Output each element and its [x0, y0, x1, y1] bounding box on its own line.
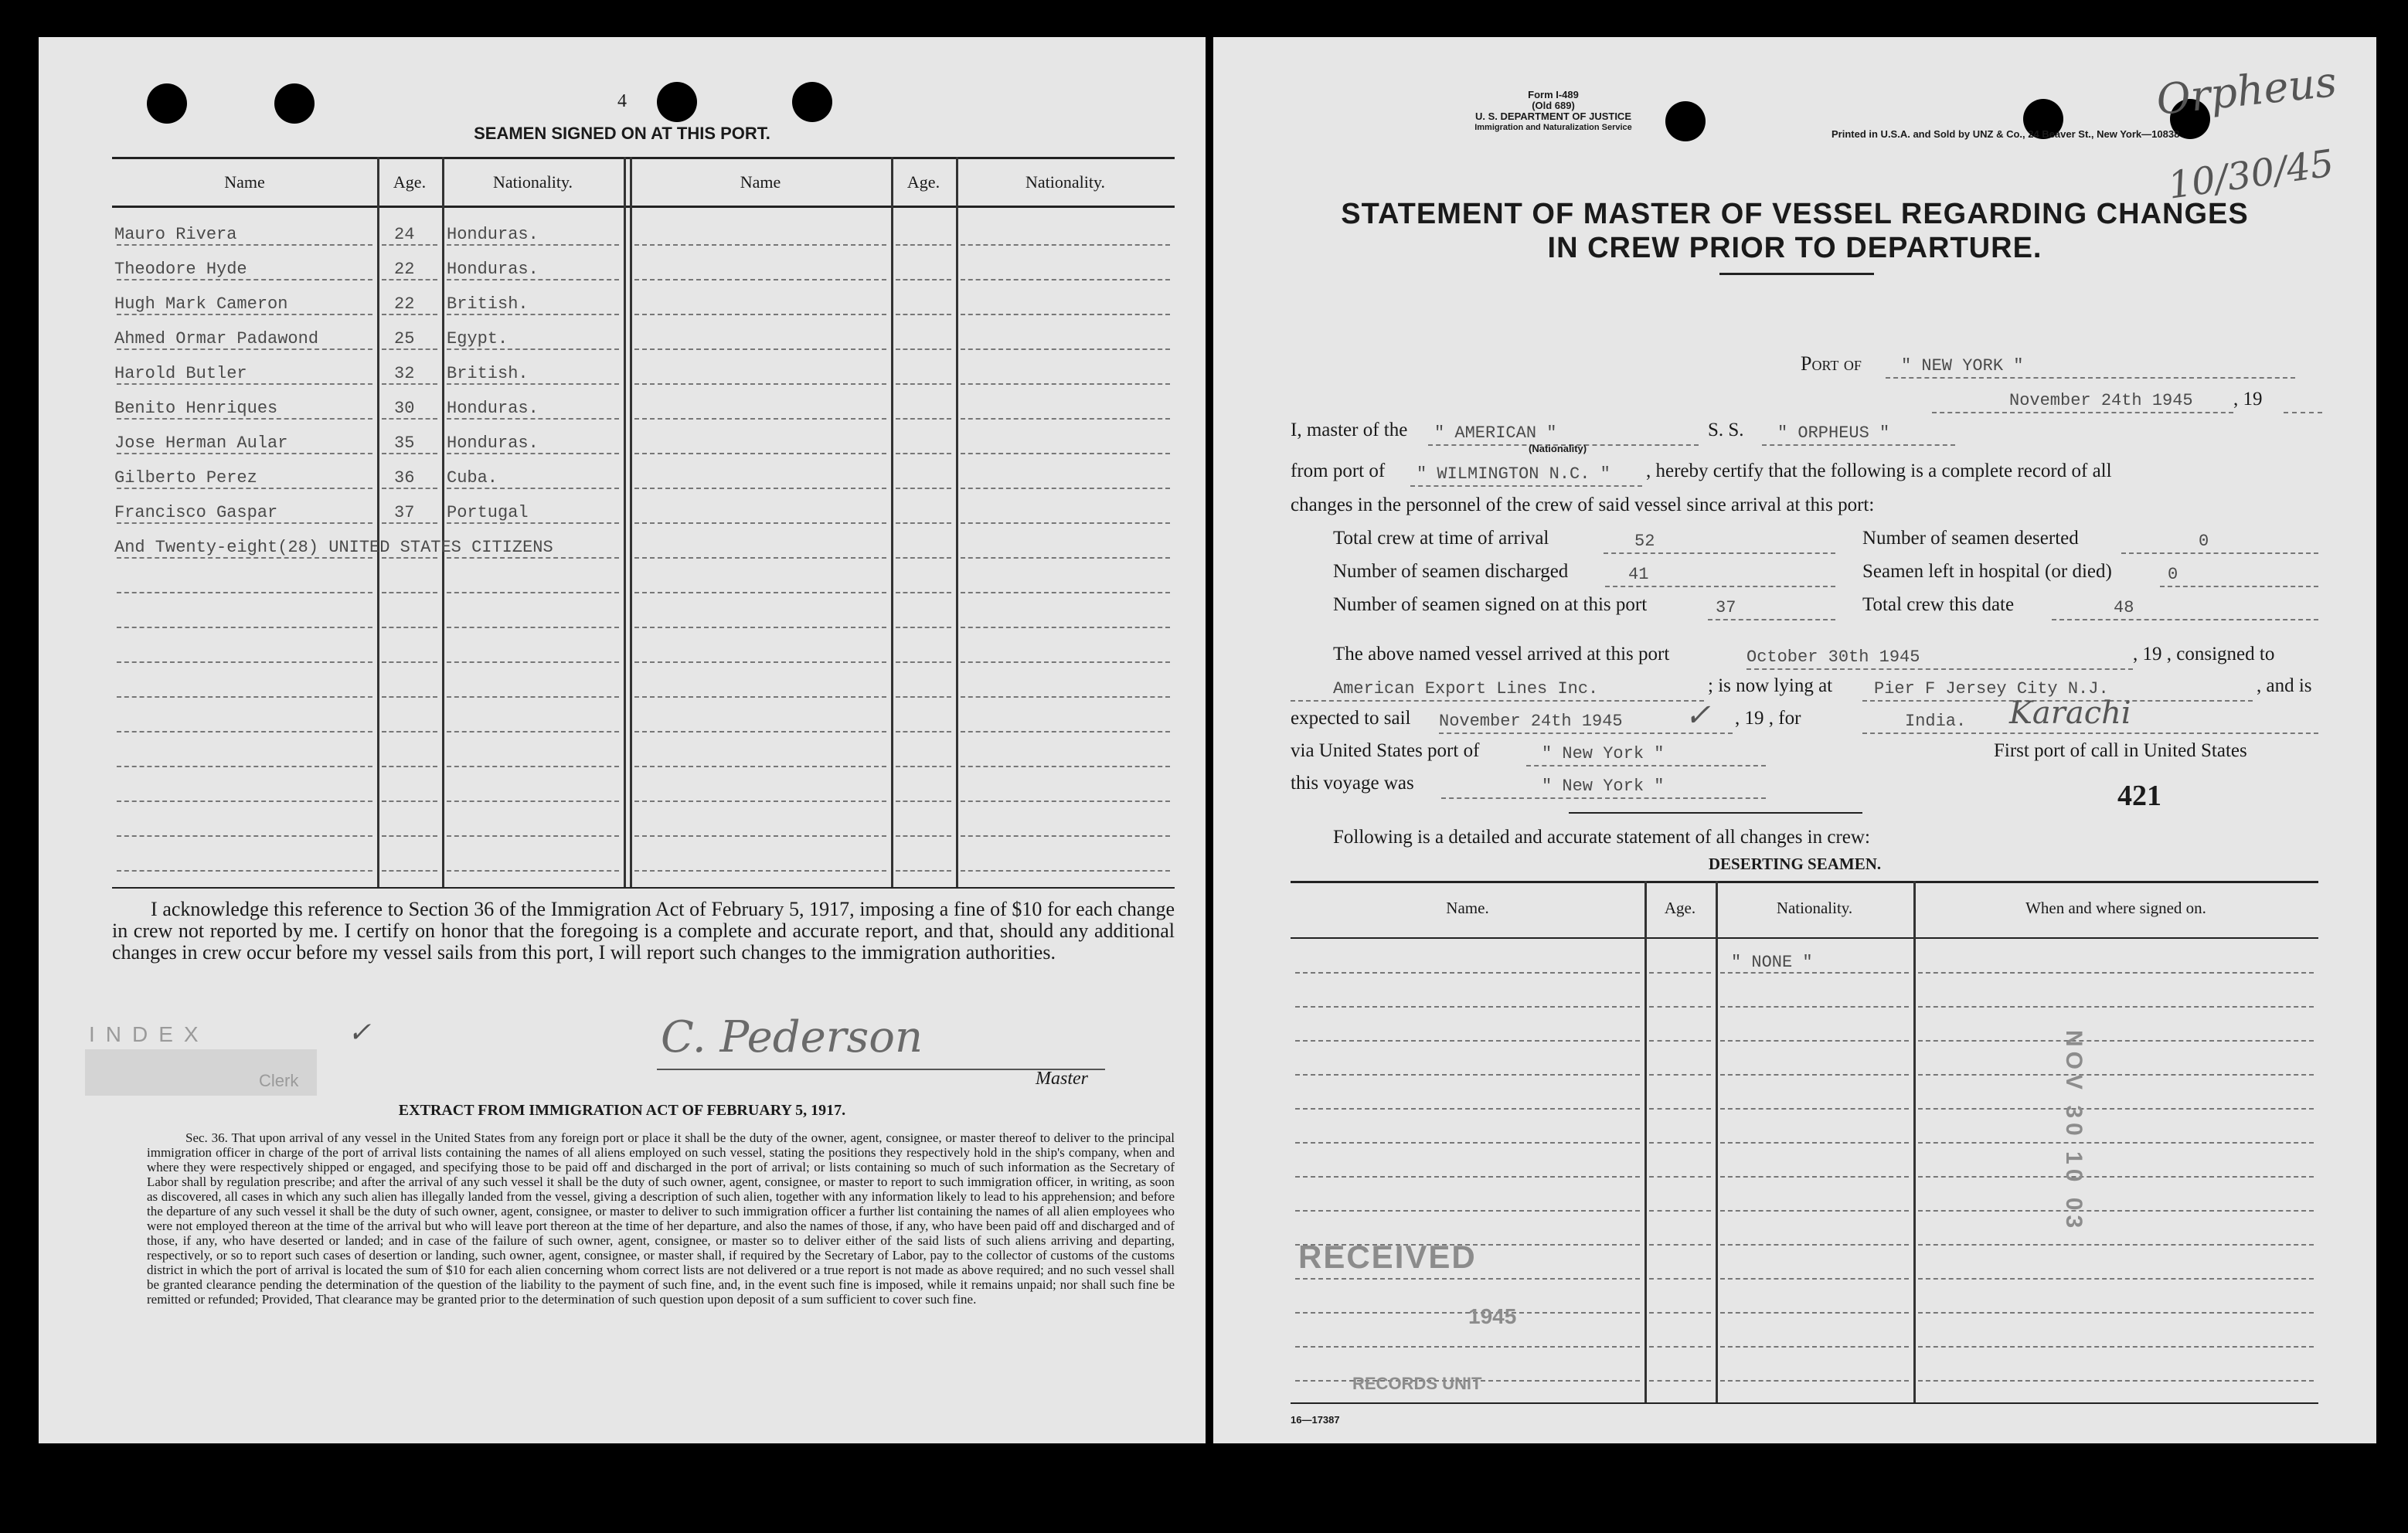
crew-nationality: Honduras.: [447, 260, 539, 279]
rule-line: [447, 870, 619, 872]
rule-line: [896, 800, 951, 802]
hospital-value: 0: [2168, 565, 2178, 584]
rule-line: [896, 661, 951, 663]
ship-name: " ORPHEUS ": [1777, 423, 1890, 443]
rule-line: [447, 835, 619, 837]
crew-nationality: Egypt.: [447, 329, 508, 348]
crew-name: Theodore Hyde: [114, 260, 247, 279]
rule-line: [382, 488, 437, 489]
rule-line: [896, 453, 951, 454]
rule-line: [1295, 1346, 1640, 1348]
rule-line: [634, 766, 886, 767]
rule-line: [634, 522, 886, 524]
rule-line: [1649, 1278, 1711, 1280]
rule-line: [382, 418, 437, 420]
rule-line: [447, 453, 619, 454]
rule-line: [447, 766, 619, 767]
rule-line: [1720, 1142, 1909, 1144]
rule-line: [1720, 1312, 1909, 1314]
rule-line: [1720, 1244, 1909, 1246]
checkmark: ✓: [1685, 698, 1711, 733]
deserted-label: Number of seamen deserted: [1862, 528, 2079, 549]
signed-on-label: Number of seamen signed on at this port: [1333, 594, 1648, 615]
rule-line: [896, 244, 951, 246]
rule-line: [117, 800, 372, 802]
rule-line: [961, 731, 1170, 733]
crew-name: Harold Butler: [114, 364, 247, 383]
rule-line: [1295, 1006, 1640, 1008]
rule-line: [1295, 1040, 1640, 1042]
rule-line: [382, 627, 437, 628]
consignee-value: American Export Lines Inc.: [1333, 679, 1599, 699]
crew-age: 37: [394, 503, 415, 522]
rule-line: [382, 766, 437, 767]
rule-line: [447, 661, 619, 663]
rule-line: [896, 731, 951, 733]
rule-line: [382, 696, 437, 698]
rule-line: [1295, 972, 1640, 974]
voyage-value: " New York ": [1542, 777, 1665, 796]
date-value: November 24th 1945: [2009, 391, 2193, 410]
crew-age: 25: [394, 329, 415, 348]
crew-name: And Twenty-eight(28) UNITED STATES CITIZENS: [114, 538, 553, 557]
rule-line: [1918, 1210, 2314, 1212]
rule-line: [447, 557, 619, 559]
des-col-age: Age.: [1664, 899, 1696, 917]
crew-age: 22: [394, 260, 415, 279]
rule-line: [1295, 1108, 1640, 1110]
rule-line: [117, 279, 372, 280]
rule-line: [1295, 1074, 1640, 1076]
crew-name: Ahmed Ormar Padawond: [114, 329, 319, 348]
rule-line: [1649, 1142, 1711, 1144]
voyage-label: this voyage was: [1291, 773, 1414, 794]
rule-line: [117, 348, 372, 350]
crew-nationality: Honduras.: [447, 433, 539, 453]
crew-nationality: Portugal: [447, 503, 529, 522]
form-title-2: IN CREW PRIOR TO DEPARTURE.: [1547, 232, 2042, 264]
rule-line: [961, 453, 1170, 454]
col-header-nationality-2: Nationality.: [1025, 172, 1106, 192]
rule-line: [634, 488, 886, 489]
rule-line: [117, 488, 372, 489]
rule-line: [634, 557, 886, 559]
rule-line: [1918, 1040, 2314, 1042]
discharged-label: Number of seamen discharged: [1333, 561, 1569, 582]
rule-line: [447, 279, 619, 280]
rule-line: [634, 835, 886, 837]
form-old: (Old 689): [1532, 100, 1575, 111]
rule-line: [1918, 1312, 2314, 1314]
rule-line: [1720, 1278, 1909, 1280]
for-label: , 19 , for: [1735, 708, 1801, 729]
from-port-label: from port of: [1291, 461, 1386, 481]
record-number: 421: [2117, 780, 2161, 812]
crew-age: 24: [394, 225, 415, 244]
following-text: Following is a detailed and accurate statement of all changes in crew:: [1333, 827, 1870, 848]
rule-line: [1295, 1312, 1640, 1314]
rule-line: [634, 453, 886, 454]
rule-line: [961, 557, 1170, 559]
rule-line: [117, 870, 372, 872]
rule-line: [634, 418, 886, 420]
rule-line: [961, 314, 1170, 315]
rule-line: [634, 244, 886, 246]
rule-line: [961, 383, 1170, 385]
rule-line: [382, 870, 437, 872]
crew-nationality: Honduras.: [447, 399, 539, 418]
sail-label: expected to sail: [1291, 708, 1411, 729]
rule-line: [117, 453, 372, 454]
crew-name: Jose Herman Aular: [114, 433, 288, 453]
rule-line: [1720, 1074, 1909, 1076]
rule-line: [447, 488, 619, 489]
rule-line: [1649, 1040, 1711, 1042]
total-date-value: 48: [2114, 598, 2134, 617]
rule-line: [117, 314, 372, 315]
rule-line: [447, 383, 619, 385]
nationality-caption: (Nationality): [1529, 443, 1587, 454]
rule-line: [1649, 1380, 1711, 1382]
rule-line: [634, 661, 886, 663]
rule-line: [447, 522, 619, 524]
rule-line: [896, 627, 951, 628]
rule-line: [634, 348, 886, 350]
rule-line: [1720, 1346, 1909, 1348]
col-header-age-2: Age.: [906, 172, 940, 192]
arrived-label: The above named vessel arrived at this port: [1333, 644, 1670, 665]
crew-name: Francisco Gaspar: [114, 503, 278, 522]
col-header-name: Name: [224, 172, 265, 192]
rule-line: [447, 800, 619, 802]
discharged-value: 41: [1628, 565, 1649, 584]
date-stamp: NOV 30 10 03: [2061, 1030, 2087, 1233]
clerk-label: Clerk: [259, 1071, 299, 1090]
master-signature: C. Pederson: [661, 1012, 923, 1062]
index-stamp: INDEX: [89, 1022, 209, 1046]
crew-age: 35: [394, 433, 415, 453]
rule-line: [1918, 1346, 2314, 1348]
rule-line: [1649, 1210, 1711, 1212]
year-label: , 19: [2233, 389, 2263, 410]
rule-line: [896, 488, 951, 489]
rule-line: [117, 731, 372, 733]
rule-line: [117, 696, 372, 698]
rule-line: [382, 244, 437, 246]
rule-line: [1649, 1346, 1711, 1348]
rule-line: [447, 592, 619, 593]
rule-line: [1918, 1176, 2314, 1178]
rule-line: [896, 835, 951, 837]
rule-line: [382, 661, 437, 663]
rule-line: [634, 800, 886, 802]
deserting-value: " NONE ": [1731, 953, 1813, 972]
total-arrival-value: 52: [1634, 532, 1655, 551]
and-is-label: , and is: [2257, 675, 2312, 696]
via-value: " New York ": [1542, 744, 1665, 763]
printer-note: Printed in U.S.A. and Sold by UNZ & Co., 24 Beaver St., New York—10838: [1832, 128, 2180, 140]
rule-line: [634, 279, 886, 280]
rule-line: [896, 522, 951, 524]
rule-line: [961, 835, 1170, 837]
rule-line: [1649, 1176, 1711, 1178]
master-label: Master: [1036, 1069, 1088, 1089]
rule-line: [1295, 1278, 1640, 1280]
rule-line: [382, 835, 437, 837]
rule-line: [1918, 972, 2314, 974]
rule-line: [961, 244, 1170, 246]
crew-name: Hugh Mark Cameron: [114, 294, 288, 314]
crew-nationality: Cuba.: [447, 468, 498, 488]
lying-value: Pier F Jersey City N.J.: [1874, 679, 2109, 699]
rule-line: [634, 870, 886, 872]
rule-line: [896, 766, 951, 767]
rule-line: [961, 279, 1170, 280]
crew-nationality: Honduras.: [447, 225, 539, 244]
rule-line: [634, 696, 886, 698]
for-handwritten: Karachi: [2009, 695, 2131, 731]
rule-line: [961, 418, 1170, 420]
rule-line: [382, 522, 437, 524]
via-label: via United States port of: [1291, 740, 1480, 761]
rule-line: [1720, 1108, 1909, 1110]
rule-line: [117, 418, 372, 420]
rule-line: [961, 522, 1170, 524]
col-header-age: Age.: [393, 172, 427, 192]
rule-line: [1649, 1006, 1711, 1008]
rule-line: [1720, 972, 1909, 974]
from-port-value: " WILMINGTON N.C. ": [1417, 464, 1610, 484]
rule-line: [896, 592, 951, 593]
rule-line: [382, 314, 437, 315]
rule-line: [961, 800, 1170, 802]
rule-line: [961, 592, 1170, 593]
rule-line: [447, 348, 619, 350]
rule-line: [1649, 1244, 1711, 1246]
rule-line: [634, 383, 886, 385]
form-title-1: STATEMENT OF MASTER OF VESSEL REGARDING CHANGES: [1341, 198, 2249, 230]
total-date-label: Total crew this date: [1862, 594, 2015, 615]
rule-line: [382, 279, 437, 280]
col-header-name-2: Name: [740, 172, 781, 192]
first-port-label: First port of call in United States: [1994, 740, 2247, 761]
rule-line: [961, 696, 1170, 698]
rule-line: [1918, 1074, 2314, 1076]
crew-nationality: British.: [447, 364, 529, 383]
rule-line: [1918, 1278, 2314, 1280]
right-page: [1213, 37, 2376, 1443]
acknowledgement-text: I acknowledge this reference to Section 36 of the Immigration Act of February 5, 1917, imposing a fine of $10 for each change in crew not reported by me. I certify on honor that the foregoing is a complete and accurate report, and that, should any additional changes in crew occur before my vessel sails from this port, I will report such changes to the immigration authorities.: [112, 898, 1175, 964]
extract-text: Sec. 36. That upon arrival of any vessel in the United States from any foreign port or place it shall be the duty of the owner, agent, consignee, or master thereof to deliver to the principal immigration officer in charge of the port of arrival lists containing the names of all aliens employed on such vessel, stating the positions they respectively hold in the ship's company, when and where they were respectively shipped or engaged, and specifying those to be paid off and discharged in the port of arrival; or lists containing so much of such information as the Secretary of Labor shall by regulation prescribe; and after the arrival of any such vessel it shall be the duty of such owner, agent, consignee, or master to report to such immigration officer, in writing, as soon as discovered, all cases in which any such alien has illegally landed from the vessel, giving a description of such alien, together with any information likely to lead to his apprehension; and before the departure of any such vessel it shall be the duty of such owner, agent, consignee, or master to deliver to such immigration officer a further list containing the names of all alien employees who were not employed thereon at the time of the arrival but who will leave port thereon at the time of her departure, and also the names of those, if any, who have been paid off and discharged and of those, if any, who have deserted or landed; and in case of the failure of such owner, agent, consignee, or master so to deliver either of the said lists of such aliens arriving and departing, respectively, or so to report such cases of desertion or landing, such owner, agent, consignee, or master shall, if required by the Secretary of Labor, pay to the collector of customs of the customs district in which the port of arrival is located the sum of $10 for each alien concerning whom correct lists are not delivered or a true report is not made as above required; and no such vessel shall be granted clearance pending the determination of the question of the liability to the payment of such fine, and, in the event such fine is imposed, while it remains unpaid; nor shall such fine be remitted or refunded; Provided, That clearance may be granted prior to the determination of such question upon deposit of a sum sufficient to cover such fine.: [147, 1130, 1175, 1307]
section-title: SEAMEN SIGNED ON AT THIS PORT.: [474, 124, 770, 143]
rule-line: [382, 592, 437, 593]
rule-line: [117, 627, 372, 628]
deserting-title: DESERTING SEAMEN.: [1708, 855, 1882, 873]
ss-label: S. S.: [1708, 420, 1744, 440]
footer-code: 16—17387: [1291, 1414, 1340, 1426]
crew-age: 30: [394, 399, 415, 418]
rule-line: [1295, 1142, 1640, 1144]
initials: ✓: [348, 1017, 372, 1049]
rule-line: [1720, 1040, 1909, 1042]
rule-line: [1918, 1108, 2314, 1110]
crew-name: Gilberto Perez: [114, 468, 257, 488]
rule-line: [1295, 1210, 1640, 1212]
certify-text: , hereby certify that the following is a complete record of all: [1646, 461, 2112, 481]
rule-line: [961, 661, 1170, 663]
master-of-label: I, master of the: [1291, 420, 1408, 440]
rule-line: [382, 800, 437, 802]
rule-line: [447, 418, 619, 420]
rule-line: [1649, 972, 1711, 974]
rule-line: [117, 766, 372, 767]
des-col-nationality: Nationality.: [1776, 899, 1853, 917]
rule-line: [382, 383, 437, 385]
crew-age: 36: [394, 468, 415, 488]
rule-line: [117, 592, 372, 593]
rule-line: [382, 557, 437, 559]
rule-line: [1295, 1176, 1640, 1178]
des-col-signed-on: When and where signed on.: [2025, 899, 2206, 917]
lying-label: ; is now lying at: [1708, 675, 1833, 696]
rule-line: [1649, 1312, 1711, 1314]
rule-line: [896, 557, 951, 559]
nationality-value: " AMERICAN ": [1434, 423, 1557, 443]
rule-line: [961, 627, 1170, 628]
rule-line: [117, 522, 372, 524]
crew-name: Mauro Rivera: [114, 225, 237, 244]
rule-line: [447, 696, 619, 698]
rule-line: [1918, 1142, 2314, 1144]
handwritten-ship: Orpheus: [2154, 56, 2339, 125]
arrived-value: October 30th 1945: [1746, 648, 1920, 667]
rule-line: [961, 870, 1170, 872]
rule-line: [1918, 1006, 2314, 1008]
rule-line: [1649, 1108, 1711, 1110]
rule-line: [1720, 1176, 1909, 1178]
rule-line: [634, 592, 886, 593]
port-label: Port of: [1801, 352, 1862, 375]
rule-line: [117, 557, 372, 559]
received-stamp: RECEIVED: [1298, 1239, 1477, 1275]
consigned-label: , 19 , consigned to: [2133, 644, 2275, 665]
rule-line: [447, 314, 619, 315]
rule-line: [896, 314, 951, 315]
extract-title: EXTRACT FROM IMMIGRATION ACT OF FEBRUARY 5, 1917.: [398, 1102, 846, 1119]
crew-nationality: British.: [447, 294, 529, 314]
rule-line: [447, 627, 619, 628]
rule-line: [1720, 1210, 1909, 1212]
rule-line: [961, 766, 1170, 767]
rule-line: [961, 488, 1170, 489]
rule-line: [117, 244, 372, 246]
rule-line: [1918, 1380, 2314, 1382]
rule-line: [896, 348, 951, 350]
rule-line: [896, 418, 951, 420]
rule-line: [634, 627, 886, 628]
crew-age: 32: [394, 364, 415, 383]
rule-line: [117, 835, 372, 837]
rule-line: [447, 731, 619, 733]
rule-line: [117, 383, 372, 385]
department: U. S. DEPARTMENT OF JUSTICE: [1475, 110, 1631, 122]
left-page: [39, 37, 1206, 1443]
form-number: Form I-489: [1528, 89, 1579, 100]
rule-line: [1918, 1244, 2314, 1246]
handwritten-date: 10/30/45: [2165, 141, 2337, 208]
deserted-value: 0: [2199, 532, 2209, 551]
sail-value: November 24th 1945: [1439, 712, 1623, 731]
rule-line: [382, 453, 437, 454]
col-header-nationality: Nationality.: [492, 172, 573, 192]
hospital-label: Seamen left in hospital (or died): [1862, 561, 2112, 582]
crew-age: 22: [394, 294, 415, 314]
rule-line: [117, 661, 372, 663]
rule-line: [896, 279, 951, 280]
page-number: 4: [617, 91, 627, 111]
signed-on-value: 37: [1716, 598, 1736, 617]
for-value: India.: [1905, 712, 1967, 731]
port-value: " NEW YORK ": [1901, 356, 2024, 376]
records-unit: RECORDS UNIT: [1352, 1374, 1482, 1393]
rule-line: [1649, 1074, 1711, 1076]
total-arrival-label: Total crew at time of arrival: [1333, 528, 1549, 549]
rule-line: [1720, 1006, 1909, 1008]
crew-name: Benito Henriques: [114, 399, 278, 418]
changes-text: changes in the personnel of the crew of said vessel since arrival at this port:: [1291, 495, 1875, 515]
rule-line: [382, 348, 437, 350]
rule-line: [634, 731, 886, 733]
form-header: [1399, 90, 1708, 133]
des-col-name: Name.: [1446, 899, 1489, 917]
rule-line: [961, 348, 1170, 350]
rule-line: [382, 731, 437, 733]
rule-line: [896, 696, 951, 698]
received-year: 1945: [1468, 1304, 1517, 1328]
rule-line: [634, 314, 886, 315]
service: Immigration and Naturalization Service: [1474, 123, 1632, 132]
rule-line: [896, 383, 951, 385]
rule-line: [896, 870, 951, 872]
rule-line: [1720, 1380, 1909, 1382]
rule-line: [447, 244, 619, 246]
